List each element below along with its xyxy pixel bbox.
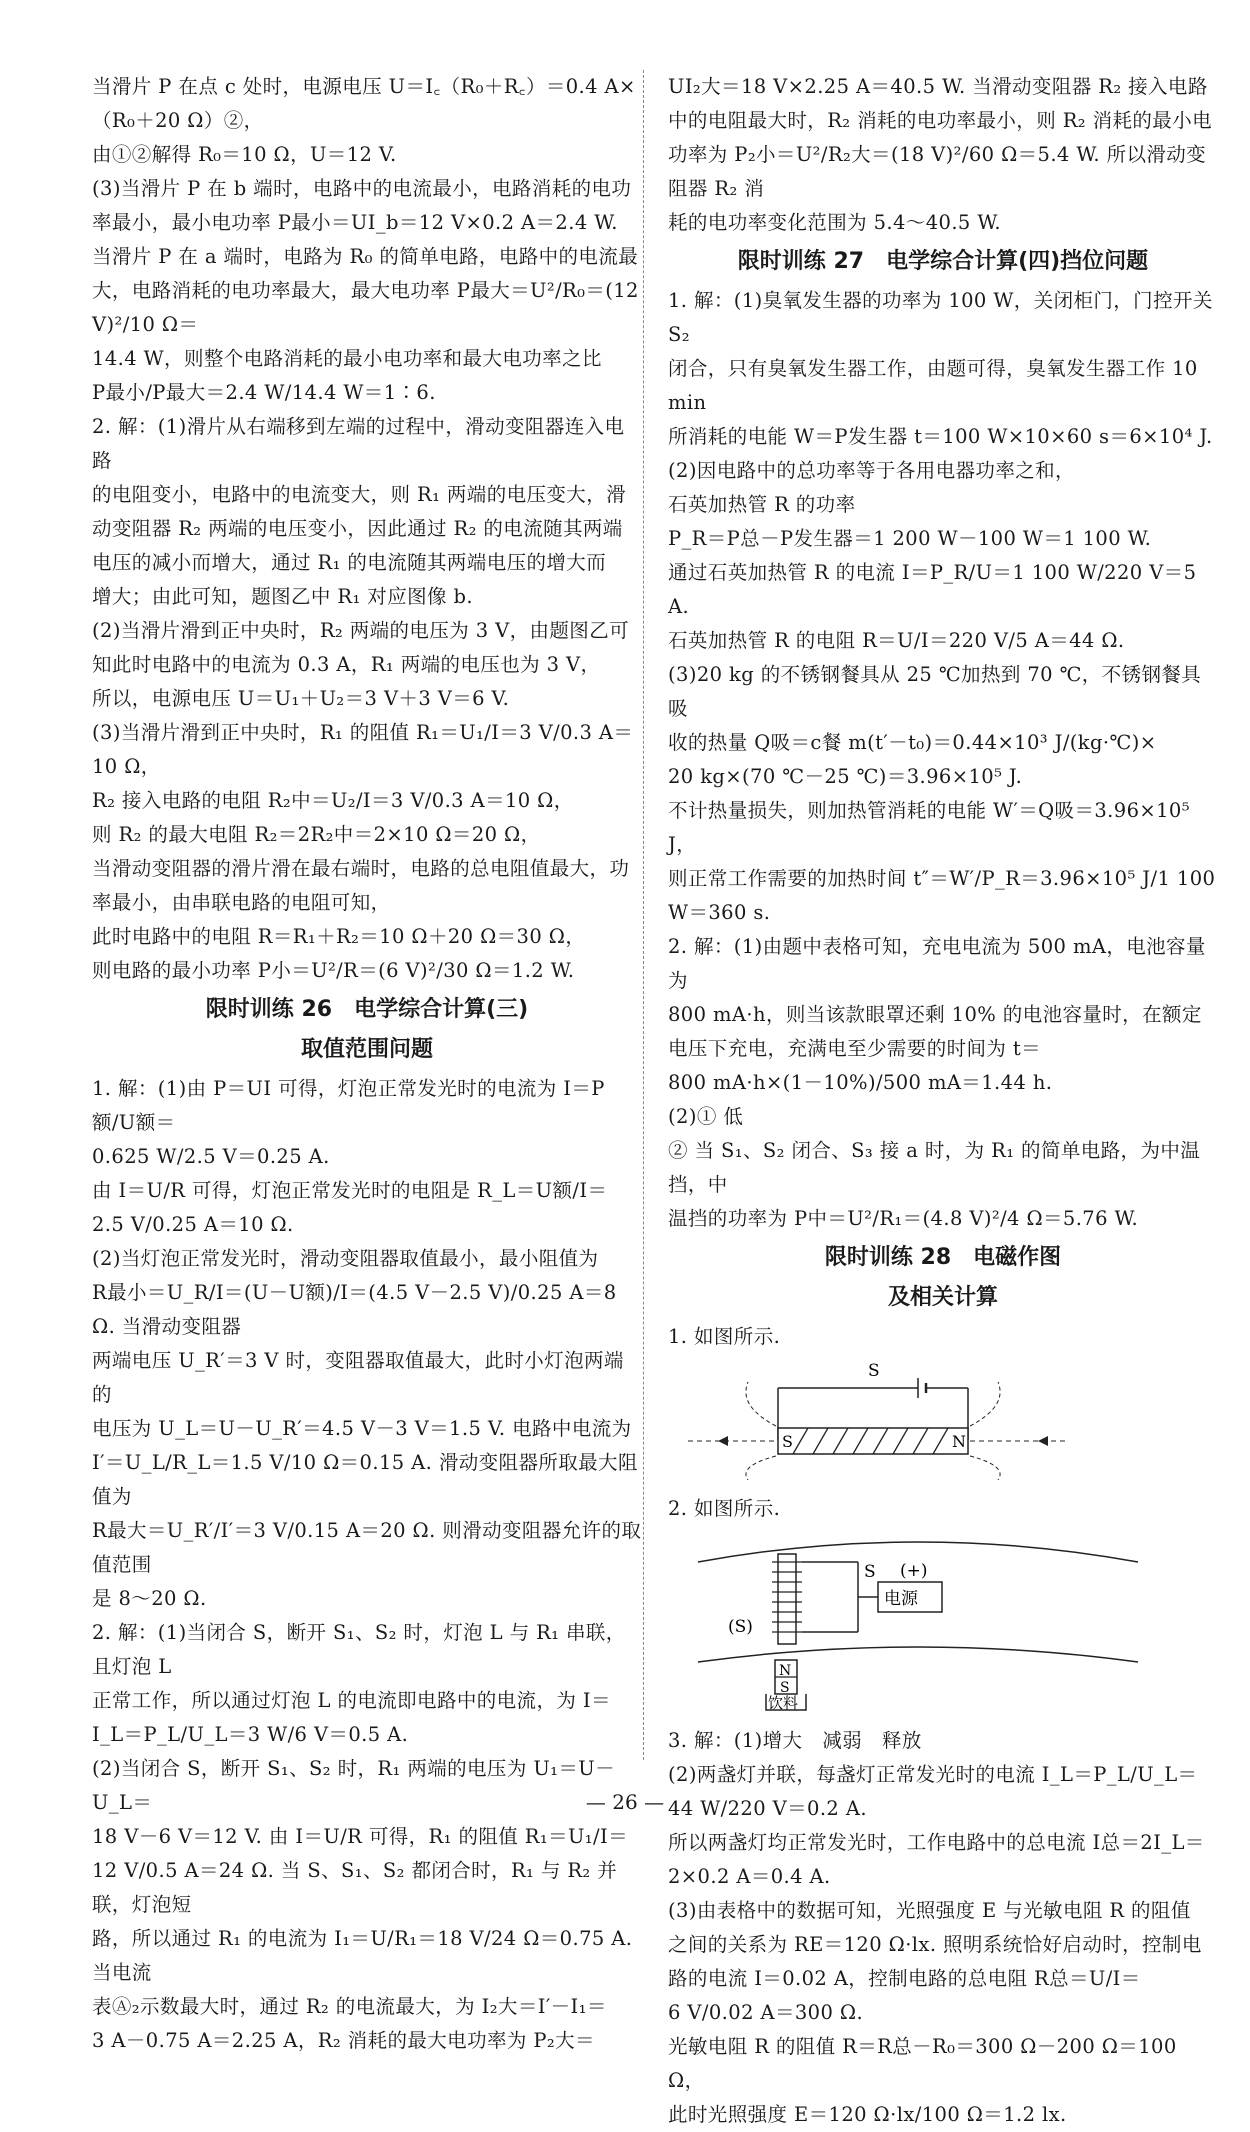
text-line: 由 I＝U/R 可得，灯泡正常发光时的电阻是 R_L＝U额/I＝ [92, 1179, 608, 1202]
section-27-title: 限时训练 27 电学综合计算(四)挡位问题 [737, 249, 1149, 274]
section-28-title: 限时训练 28 电磁作图 [824, 1245, 1062, 1270]
text-line: P_R＝P总－P发生器＝1 200 W－100 W＝1 100 W. [668, 527, 1152, 550]
magnet-n-label: N [779, 1663, 792, 1679]
text-line: 则正常工作需要的加热时间 t″＝W′/P_R＝3.96×10⁵ J/1 100 W＝360 s. [668, 867, 1222, 924]
text-line: 通过石英加热管 R 的电流 I＝P_R/U＝1 100 W/220 V＝5 A. [668, 561, 1203, 618]
text-line: 率最小，最小电功率 P最小＝UI_b＝12 V×0.2 A＝2.4 W. [92, 211, 618, 234]
text-line: (2)当闭合 S，断开 S₁、S₂ 时，R₁ 两端的电压为 U₁＝U－U_L＝ [92, 1757, 616, 1814]
text-line: 2. 解：(1)当闭合 S，断开 S₁、S₂ 时，灯泡 L 与 R₁ 串联，且灯泡 L [92, 1621, 626, 1678]
text-line: I′＝U_L/R_L＝1.5 V/10 Ω＝0.15 A. 滑动变阻器所取最大阻值为 [92, 1451, 638, 1508]
text-line: 所以两盏灯均正常发光时，工作电路中的总电流 I总＝2I_L＝ [668, 1831, 1205, 1854]
text-line: (2)当滑片滑到正中央时，R₂ 两端的电压为 3 V，由题图乙可 [92, 619, 630, 642]
text-line: 收的热量 Q吸＝c餐 m(t′－t₀)＝0.44×10³ J/(kg·℃)× [668, 731, 1157, 754]
text-line: 1. 解：(1)由 P＝UI 可得，灯泡正常发光时的电流为 I＝P额/U额＝ [92, 1077, 605, 1134]
text-line: R最小＝U_R/I＝(U－U额)/I＝(4.5 V－2.5 V)/0.25 A＝8 Ω. 当滑动变阻器 [92, 1281, 624, 1338]
text-line: 两端电压 U_R′＝3 V 时，变阻器取值最大，此时小灯泡两端的 [92, 1349, 624, 1406]
text-line: 18 V－6 V＝12 V. 由 I＝U/R 可得，R₁ 的阻值 R₁＝U₁/I＝ [92, 1825, 628, 1848]
text-line: 温挡的功率为 P中＝U²/R₁＝(4.8 V)²/4 Ω＝5.76 W. [668, 1207, 1139, 1230]
text-line: 当滑动变阻器的滑片滑在最右端时，电路的总电阻值最大，功 [92, 857, 630, 880]
text-line: (3)由表格中的数据可知，光照强度 E 与光敏电阻 R 的阻值 [668, 1899, 1191, 1922]
page-number: — 26 — [585, 1790, 665, 1814]
section-26-solutions [92, 1072, 642, 2058]
text-line: 正常工作，所以通过灯泡 L 的电流即电路中的电流，为 I＝ [92, 1689, 611, 1712]
section-26-title: 限时训练 26 电学综合计算(三) [205, 997, 529, 1022]
text-line: 的电阻变小，电路中的电流变大，则 R₁ 两端的电压变大，滑 [92, 483, 626, 506]
text-line: 电压下充电，充满电至少需要的时间为 t＝ [668, 1037, 1042, 1060]
text-line: 此时光照强度 E＝120 Ω·lx/100 Ω＝1.2 lx. [668, 2103, 1067, 2126]
text-line: 2. 解：(1)滑片从右端移到左端的过程中，滑动变阻器连入电路 [92, 415, 625, 472]
section-26-subtitle: 取值范围问题 [300, 1037, 433, 1062]
text-line: (3)当滑片 P 在 b 端时，电路中的电流最小，电路消耗的电功 [92, 177, 632, 200]
text-line: 大，电路消耗的电功率最大，最大电功率 P最大＝U²/R₀＝(12 V)²/10 Ω＝ [92, 279, 646, 336]
text-line: 12 V/0.5 A＝24 Ω. 当 S、S₁、S₂ 都闭合时，R₁ 与 R₂ 并联，灯泡短 [92, 1859, 618, 1916]
text-line: 功率为 P₂小＝U²/R₂大＝(18 V)²/60 Ω＝5.4 W. 所以滑动变阻器 R₂ 消 [668, 143, 1207, 200]
figure-1-caption: 1. 如图所示. [668, 1325, 781, 1348]
text-line: 2.5 V/0.25 A＝10 Ω. [92, 1213, 294, 1236]
section-27-solutions [668, 284, 1222, 1236]
question-2-solution [92, 410, 642, 988]
right-column [668, 70, 1222, 2132]
text-line: (3)20 kg 的不锈钢餐具从 25 ℃加热到 70 ℃，不锈钢餐具吸 [668, 663, 1202, 720]
text-line: 6 V/0.02 A＝300 Ω. [668, 2001, 864, 2024]
text-line: 则 R₂ 的最大电阻 R₂＝2R₂中＝2×10 Ω＝20 Ω， [92, 823, 541, 846]
text-line: 之间的关系为 RE＝120 Ω·lx. 照明系统恰好启动时，控制电 [668, 1933, 1202, 1956]
text-line: 由①②解得 R₀＝10 Ω，U＝12 V. [92, 143, 397, 166]
text-line: 中的电阻最大时，R₂ 消耗的电功率最小，则 R₂ 消耗的最小电 [668, 109, 1212, 132]
right-text-block [668, 70, 1218, 240]
figure-2-caption: 2. 如图所示. [668, 1497, 781, 1520]
text-line: 所消耗的电能 W＝P发生器 t＝100 W×10×60 s＝6×10⁴ J. [668, 425, 1213, 448]
text-line: 3 A－0.75 A＝2.25 A，R₂ 消耗的最大电功率为 P₂大＝ [92, 2029, 595, 2052]
text-line: 电压为 U_L＝U－U_R′＝4.5 V－3 V＝1.5 V. 电路中电流为 [92, 1417, 632, 1440]
text-line: 动变阻器 R₂ 两端的电压变小，因此通过 R₂ 的电流随其两端 [92, 517, 623, 540]
text-line: 3. 解：(1)增大 减弱 释放 [668, 1729, 922, 1752]
text-line: UI₂大＝18 V×2.25 A＝40.5 W. 当滑动变阻器 R₂ 接入电路 [668, 75, 1208, 98]
left-text-block [92, 70, 646, 410]
text-line: 2×0.2 A＝0.4 A. [668, 1865, 831, 1888]
text-line: 石英加热管 R 的电阻 R＝U/I＝220 V/5 A＝44 Ω. [668, 629, 1125, 652]
text-line: 当滑片 P 在 a 端时，电路为 R₀ 的简单电路，电路中的电流最 [92, 245, 639, 268]
text-line: 此时电路中的电阻 R＝R₁＋R₂＝10 Ω＋20 Ω＝30 Ω， [92, 925, 586, 948]
figure-1-solenoid [668, 1360, 1218, 1484]
drink-label: 饮料 [768, 1694, 799, 1712]
text-line: 石英加热管 R 的功率 [668, 493, 856, 516]
text-line: 路的电流 I＝0.02 A，控制电路的总电阻 R总＝U/I＝ [668, 1967, 1141, 1990]
text-line: 800 mA·h×(1－10%)/500 mA＝1.44 h. [668, 1071, 1053, 1094]
left-column [92, 70, 646, 2058]
text-line: 光敏电阻 R 的阻值 R＝R总－R₀＝300 Ω－200 Ω＝100 Ω， [668, 2035, 1184, 2092]
fig2-power-source-label: 电源 [884, 1589, 918, 1609]
section-28-solutions [668, 1724, 1218, 2132]
text-line: 则电路的最小功率 P小＝U²/R＝(6 V)²/30 Ω＝1.2 W. [92, 959, 575, 982]
text-line: 是 8～20 Ω. [92, 1587, 207, 1610]
text-line: 当滑片 P 在点 c 处时，电源电压 U＝I꜀（R₀＋R꜀）＝0.4 A× [92, 75, 636, 98]
column-divider [643, 70, 644, 1760]
switch-label: S [868, 1361, 880, 1381]
text-line: 44 W/220 V＝0.2 A. [668, 1797, 867, 1820]
text-line: 0.625 W/2.5 V＝0.25 A. [92, 1145, 330, 1168]
text-line: （R₀＋20 Ω）②， [92, 109, 264, 132]
text-line: (3)当滑片滑到正中央时，R₁ 的阻值 R₁＝U₁/I＝3 V/0.3 A＝ [92, 721, 634, 744]
text-line: I_L＝P_L/U_L＝3 W/6 V＝0.5 A. [92, 1723, 409, 1746]
text-line: 所以，电源电压 U＝U₁＋U₂＝3 V＋3 V＝6 V. [92, 687, 510, 710]
text-line: 800 mA·h，则当该款眼罩还剩 10% 的电池容量时，在额定 [668, 1003, 1202, 1026]
text-line: 电压的减小而增大，通过 R₁ 的电流随其两端电压的增大而 [92, 551, 607, 574]
figure-2-electromagnet [668, 1532, 1218, 1716]
text-line: R₂ 接入电路的电阻 R₂中＝U₂/I＝3 V/0.3 A＝10 Ω， [92, 789, 574, 812]
text-line: 10 Ω， [92, 755, 161, 778]
text-line: 耗的电功率变化范围为 5.4～40.5 W. [668, 211, 1001, 234]
text-line: 20 kg×(70 ℃－25 ℃)＝3.96×10⁵ J. [668, 765, 1023, 788]
text-line: 闭合，只有臭氧发生器工作，由题可得，臭氧发生器工作 10 min [668, 357, 1205, 414]
text-line: 不计热量损失，则加热管消耗的电能 W′＝Q吸＝3.96×10⁵ J， [668, 799, 1197, 856]
text-line: R最大＝U_R′/I′＝3 V/0.15 A＝20 Ω. 则滑动变阻器允许的取值范围 [92, 1519, 642, 1576]
text-line: (2)因电路中的总功率等于各用电器功率之和， [668, 459, 1075, 482]
magnet-s-label: S [780, 1680, 790, 1696]
fig2-s-label: S [864, 1562, 876, 1582]
text-line: 1. 解：(1)臭氧发生器的功率为 100 W，关闭柜门，门控开关 S₂ [668, 289, 1220, 346]
pole-label-right: N [952, 1432, 966, 1451]
text-line: 路，所以通过 R₁ 的电流为 I₁＝U/R₁＝18 V/24 Ω＝0.75 A. 当电流 [92, 1927, 639, 1984]
text-line: ② 当 S₁、S₂ 闭合、S₃ 接 a 时，为 R₁ 的简单电路，为中温挡，中 [668, 1139, 1201, 1196]
text-line: (2)① 低 [668, 1105, 744, 1128]
text-line: 14.4 W，则整个电路消耗的最小电功率和最大电功率之比 [92, 347, 602, 370]
text-line: 2. 解：(1)由题中表格可知，充电电流为 500 mA，电池容量为 [668, 935, 1206, 992]
text-line: 知此时电路中的电流为 0.3 A，R₁ 两端的电压也为 3 V， [92, 653, 601, 676]
text-line: 表Ⓐ₂示数最大时，通过 R₂ 的电流最大，为 I₂大＝I′－I₁＝ [92, 1995, 607, 2018]
solenoid-diagram [668, 1360, 1218, 1480]
fig2-plus-label: (+) [900, 1561, 928, 1581]
text-line: 增大；由此可知，题图乙中 R₁ 对应图像 b. [92, 585, 473, 608]
text-line: 率最小，由串联电路的电阻可知， [92, 891, 391, 914]
text-line: (2)两盏灯并联，每盏灯正常发光时的电流 I_L＝P_L/U_L＝ [668, 1763, 1198, 1786]
text-line: (2)当灯泡正常发光时，滑动变阻器取值最小，最小阻值为 [92, 1247, 599, 1270]
text-line: P最小/P最大＝2.4 W/14.4 W＝1∶6. [92, 381, 436, 404]
section-28-subtitle: 及相关计算 [887, 1285, 998, 1310]
pole-label-left: S [782, 1432, 793, 1451]
electromagnet-diagram [668, 1532, 1218, 1712]
fig2-s-paren-label: (S) [728, 1617, 753, 1637]
